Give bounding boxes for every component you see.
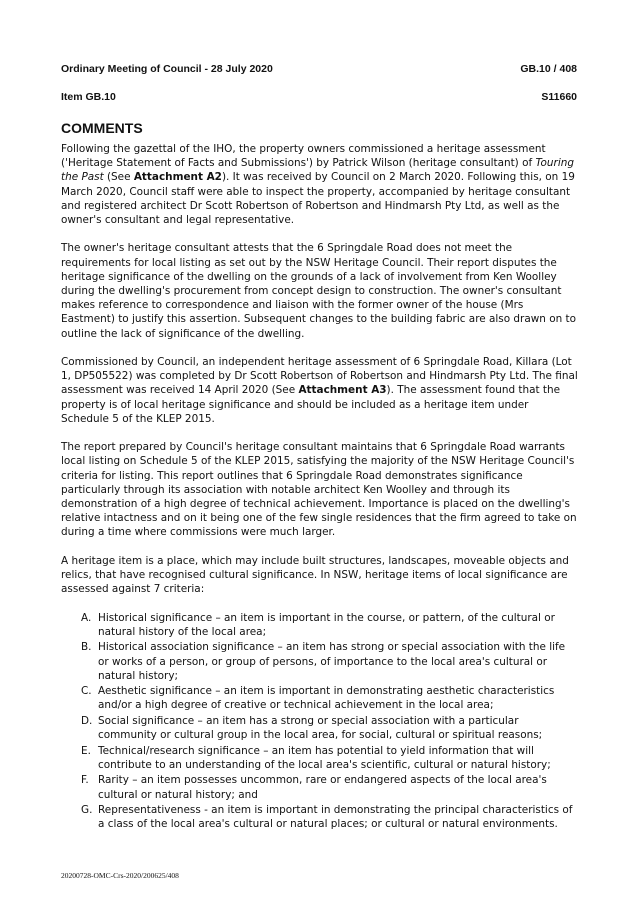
section-heading: COMMENTS <box>61 120 143 136</box>
paragraph-4: The report prepared by Council's heritage consultant maintains that 6 Springdale Road warrants local listing on Schedule 5 of the KLEP 2015, satisfying the majority of the NSW Heritage Council's criteria for listing. This report outlines that 6 Springdale Road demonstrates significance particularly through its association with notable architect Ken Woolley and through its demonstration of a high degree of technical achievement. Importance is placed on the dwelling's relative intactness and on it being one of the few single residences that the firm agreed to take on during a time where commissions were much larger. <box>61 441 577 539</box>
criterion-e <box>61 744 579 772</box>
criterion-letter: E. <box>81 744 91 757</box>
attachment-a3-ref: Attachment A3 <box>298 384 387 397</box>
body-content <box>61 142 579 833</box>
page-reference: GB.10 / 408 <box>520 63 577 75</box>
criterion-a <box>61 611 579 639</box>
file-reference: S11660 <box>541 91 577 103</box>
header-row-1 <box>61 63 577 75</box>
criterion-letter: C. <box>81 685 92 698</box>
p1-text-a: Following the gazettal of the IHO, the property owners commissioned a heritage assessment ('Heritage Statement of Facts and Submissions') by Patrick Wilson (heritage consultant) of <box>61 143 546 170</box>
meeting-title: Ordinary Meeting of Council - 28 July 2020 <box>61 63 273 75</box>
criterion-text: Social significance – an item has a strong or special association with a particular community or cultural group in the local area, for social, cultural or spiritual reasons; <box>98 714 543 742</box>
header-row-2 <box>61 91 577 103</box>
item-number: Item GB.10 <box>61 91 116 103</box>
criterion-letter: B. <box>81 641 92 654</box>
paragraph-5: A heritage item is a place, which may include built structures, landscapes, moveable objects and relics, that have recognised cultural significance. In NSW, heritage items of local significance are assessed against 7 criteria: <box>61 554 569 596</box>
criterion-c <box>61 684 579 712</box>
criteria-list <box>61 611 579 832</box>
criterion-text: Historical association significance – an item has strong or special association with the life or works of a person, or group of persons, of importance to the local area's cultural or natural history; <box>98 641 566 682</box>
publication-name: Touring the Past <box>61 157 574 184</box>
criterion-letter: A. <box>81 611 92 624</box>
criterion-text: Technical/research significance – an item has potential to yield information that will contribute to an understanding of the local area's scientific, cultural or natural history; <box>98 744 551 771</box>
paragraph-1 <box>61 142 579 227</box>
attachment-a2-ref: Attachment A2 <box>133 171 222 184</box>
criterion-g <box>61 803 579 831</box>
p3-text-a: Commissioned by Council, an independent heritage assessment of 6 Springdale Road, Killara (Lot 1, DP505522) was completed by Dr Scott Robertson of Robertson and Hindmarsh Pty Ltd. The final assessment was received 14 April 2020 (See <box>61 356 578 397</box>
criterion-letter: F. <box>81 774 89 787</box>
criterion-text: Rarity – an item possesses uncommon, rare or endangered aspects of the local area's cultural or natural history; and <box>98 774 547 801</box>
paragraph-3 <box>61 355 579 426</box>
criterion-letter: D. <box>81 714 93 727</box>
criterion-text: Historical significance – an item is important in the course, or pattern, of the cultural or natural history of the local area; <box>98 611 555 638</box>
criterion-d <box>61 714 579 742</box>
criterion-text: Aesthetic significance – an item is important in demonstrating aesthetic characteristics and/or a high degree of creative or technical achievement in the local area; <box>98 685 555 712</box>
p3-text-b: ). The assessment found that the property is of local heritage significance and should be included as a heritage item under Schedule 5 of the KLEP 2015. <box>61 384 561 425</box>
criterion-text: Representativeness - an item is important in demonstrating the principal characteristics of a class of the local area's cultural or natural places; or cultural or natural environments. <box>98 804 573 831</box>
paragraph-2: The owner's heritage consultant attests that the 6 Springdale Road does not meet the requirements for local listing as set out by the NSW Heritage Council. Their report disputes the heritage significance of the dwelling on the grounds of a lack of involvement from Ken Woolley during the dwelling's procurement from concept design to construction. The owner's consultant makes reference to correspondence and liaison with the former owner of the house (Mrs Eastment) to justify this assertion. Subsequent changes to the building fabric are also drawn on to outline the lack of significance of the dwelling. <box>61 242 577 340</box>
document-footer-code: 20200728-OMC-Crs-2020/200625/408 <box>61 871 179 880</box>
criterion-f <box>61 773 579 801</box>
criterion-letter: G. <box>81 804 93 817</box>
p1-text-c: ). It was received by Council on 2 March 2020. Following this, on 19 March 2020, Council staff were able to inspect the property, accompanied by heritage consultant and registered architect Dr Scott Robertson of Robertson and Hindmarsh Pty Ltd, as well as the owner's consultant and legal representative. <box>61 171 575 227</box>
p1-text-b: (See <box>103 171 134 184</box>
criterion-b <box>61 640 579 683</box>
